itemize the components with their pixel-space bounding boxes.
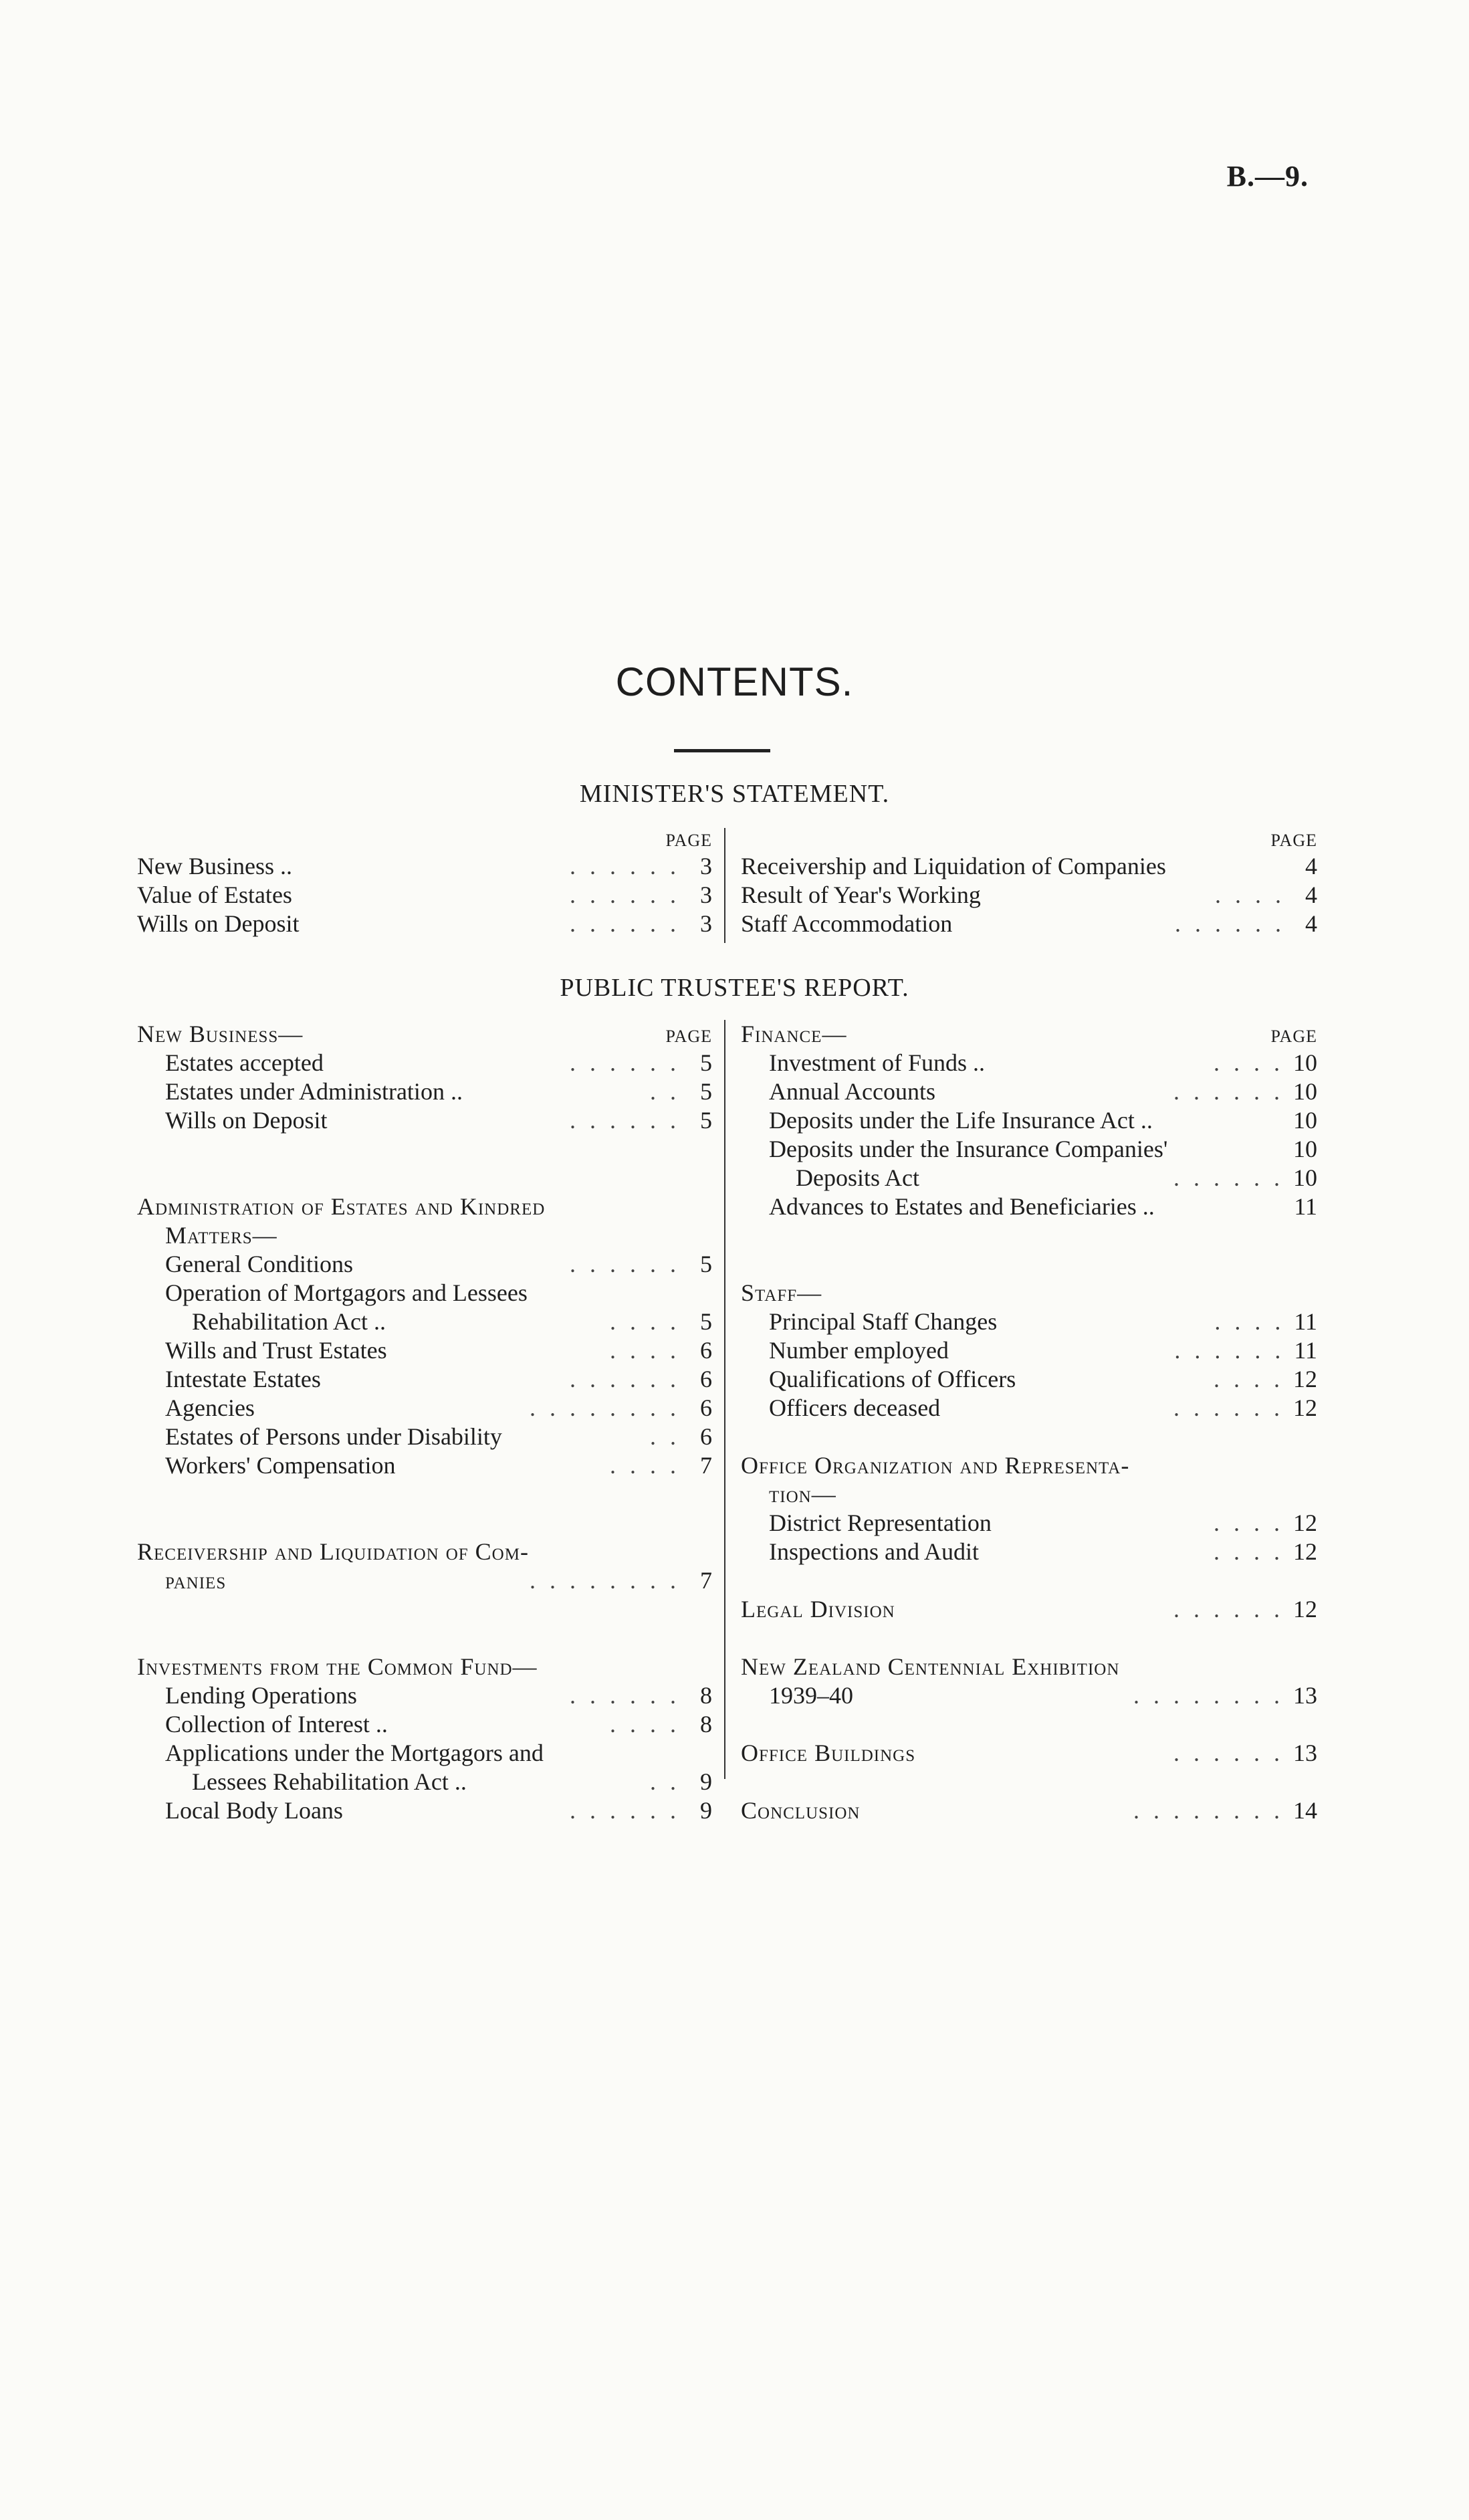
entry-text: Deposits Act: [796, 1164, 919, 1191]
office-organization-list: [741, 1509, 1317, 1566]
leader-dots: . . . . . .: [570, 1049, 680, 1076]
leader-dots: . . . . . . . .: [530, 1567, 680, 1594]
page-number: 8: [700, 1682, 712, 1709]
leader-dots: . . . . . .: [570, 1107, 680, 1134]
toc-entry: [137, 1451, 712, 1480]
page-number: 3: [700, 910, 712, 937]
toc-entry: [137, 1250, 712, 1279]
entry-text: Principal Staff Changes: [769, 1308, 998, 1335]
page-reference: B.—9.: [1226, 160, 1309, 193]
leader-dots: . . . .: [610, 1711, 680, 1738]
entry-text: Operation of Mortgagors and Lessees: [165, 1279, 528, 1306]
page-number: 7: [700, 1567, 712, 1594]
finance-list: [741, 1049, 1317, 1221]
toc-entry: [137, 1768, 712, 1796]
toc-entry: [137, 1710, 712, 1739]
page-number: 6: [700, 1394, 712, 1421]
leader-dots: . . . .: [1215, 881, 1285, 908]
leader-dots: . . . . . .: [1173, 1740, 1284, 1766]
page-number: 12: [1293, 1509, 1317, 1536]
contents-title: CONTENTS.: [615, 659, 854, 704]
toc-entry: [741, 852, 1317, 881]
page-label: PAGE: [665, 831, 712, 850]
toc-entry: [137, 1365, 712, 1394]
entry-text: Advances to Estates and Beneficiaries ..: [769, 1193, 1155, 1220]
entry-text: Workers' Compensation: [165, 1452, 396, 1479]
leader-dots: . . . . . .: [570, 853, 680, 879]
page-number: 14: [1293, 1797, 1317, 1824]
page-label: PAGE: [1270, 831, 1317, 850]
leader-dots: . . . .: [610, 1308, 680, 1335]
toc-entry: [137, 881, 712, 910]
page-number: 5: [700, 1251, 712, 1277]
page-number: 7: [700, 1452, 712, 1479]
entry-text: New Business ..: [137, 853, 292, 879]
toc-entry: [741, 1077, 1317, 1106]
entry-text: Annual Accounts: [769, 1078, 935, 1105]
minister-left-list: [137, 852, 712, 938]
toc-entry: [137, 1106, 712, 1135]
entry-text: Officers deceased: [769, 1394, 941, 1421]
leader-dots: . . . . . . . .: [1133, 1682, 1284, 1709]
section-head: Office Organization and Representa-: [741, 1452, 1130, 1479]
leader-dots: . . . . . .: [1175, 910, 1285, 937]
page-number: 13: [1293, 1682, 1317, 1709]
entry-text: Applications under the Mortgagors and: [165, 1740, 544, 1766]
section-head-continued: panies: [165, 1567, 227, 1594]
leader-dots: . .: [650, 1423, 680, 1450]
section-head: Investments from the Common Fund—: [137, 1653, 538, 1680]
leader-dots: . . . .: [1214, 1049, 1284, 1076]
toc-entry: [137, 1307, 712, 1336]
section-head: Finance—: [741, 1021, 847, 1047]
minister-statement-heading: MINISTER'S STATEMENT.: [579, 780, 890, 808]
investments-list: [137, 1681, 712, 1825]
entry-text: Staff Accommodation: [741, 910, 953, 937]
legal-division-row: [741, 1595, 1317, 1624]
office-buildings-row: [741, 1739, 1317, 1768]
toc-entry: [741, 1336, 1317, 1365]
leader-dots: . . . . . .: [570, 881, 680, 908]
entry-text: Rehabilitation Act ..: [192, 1308, 386, 1335]
leader-dots: . . . . . . . .: [1133, 1797, 1284, 1824]
leader-dots: . . . . . .: [570, 1366, 680, 1392]
page-number: 4: [1305, 881, 1317, 908]
toc-entry: [137, 1049, 712, 1077]
new-business-list: [137, 1049, 712, 1135]
page-number: 10: [1293, 1164, 1317, 1191]
leader-dots: . . . .: [1214, 1509, 1284, 1536]
toc-entry: [137, 1681, 712, 1710]
page-number: 12: [1293, 1596, 1317, 1622]
toc-entry: [741, 1049, 1317, 1077]
minister-column-divider: [724, 828, 725, 943]
toc-entry: [137, 910, 712, 938]
new-business-head-row: [137, 1020, 712, 1049]
page-number: 5: [700, 1049, 712, 1076]
toc-entry: [137, 1739, 712, 1768]
page-number: 11: [1294, 1337, 1317, 1364]
toc-entry: [741, 1509, 1317, 1538]
page-number: 10: [1293, 1136, 1317, 1162]
entry-text: Intestate Estates: [165, 1366, 321, 1392]
public-trustee-report-heading: PUBLIC TRUSTEE'S REPORT.: [560, 974, 909, 1002]
title-rule: [674, 749, 770, 752]
leader-dots: . . . .: [1214, 1308, 1285, 1335]
toc-entry: [741, 1106, 1317, 1135]
page-number: 6: [700, 1366, 712, 1392]
section-head: New Zealand Centennial Exhibition: [741, 1653, 1120, 1680]
toc-entry: [741, 881, 1317, 910]
page-number: 8: [700, 1711, 712, 1738]
toc-entry: [137, 1423, 712, 1451]
entry-text: Wills on Deposit: [165, 1107, 328, 1134]
entry-text: Lessees Rehabilitation Act ..: [192, 1768, 467, 1795]
entry-text: Number employed: [769, 1337, 949, 1364]
page-number: 11: [1294, 1193, 1317, 1220]
page-label: PAGE: [665, 1027, 712, 1046]
conclusion-row: [741, 1796, 1317, 1825]
entry-text: Estates of Persons under Disability: [165, 1423, 502, 1450]
toc-entry: [741, 1538, 1317, 1566]
toc-entry: [741, 1135, 1317, 1164]
entry-text: Inspections and Audit: [769, 1538, 979, 1565]
leader-dots: . . . . . .: [1174, 1337, 1285, 1364]
entry-text: 1939–40: [769, 1682, 853, 1709]
entry-text: Wills on Deposit: [137, 910, 300, 937]
leader-dots: . . . . . .: [570, 1682, 680, 1709]
page-number: 10: [1293, 1078, 1317, 1105]
leader-dots: . . . . . .: [1173, 1596, 1284, 1622]
entry-text: Legal Division: [741, 1596, 895, 1622]
toc-entry: [741, 1394, 1317, 1423]
leader-dots: . . . . . .: [570, 1797, 680, 1824]
leader-dots: . . . . . .: [1173, 1078, 1284, 1105]
toc-entry: [137, 852, 712, 881]
toc-entry: [137, 1394, 712, 1423]
entry-text: Estates accepted: [165, 1049, 324, 1076]
page-number: 10: [1293, 1107, 1317, 1134]
toc-entry: [741, 1365, 1317, 1394]
page-number: 12: [1293, 1394, 1317, 1421]
toc-entry: [741, 1192, 1317, 1221]
section-head-continued: tion—: [769, 1481, 836, 1507]
page-number: 3: [700, 853, 712, 879]
leader-dots: . . . .: [610, 1452, 680, 1479]
page-number: 3: [700, 881, 712, 908]
entry-text: Wills and Trust Estates: [165, 1337, 387, 1364]
leader-dots: . . . . . .: [1173, 1394, 1284, 1421]
section-head: Receivership and Liquidation of Com-: [137, 1538, 529, 1565]
leader-dots: . .: [650, 1768, 680, 1795]
toc-entry: [741, 1307, 1317, 1336]
page-label: PAGE: [1270, 1027, 1317, 1046]
page-number: 6: [700, 1337, 712, 1364]
toc-entry: [741, 1164, 1317, 1192]
report-column-divider: [724, 1020, 725, 1779]
toc-entry: [137, 1796, 712, 1825]
page-number: 9: [700, 1797, 712, 1824]
leader-dots: . .: [650, 1078, 680, 1105]
toc-entry: [137, 1077, 712, 1106]
leader-dots: . . . . . .: [1173, 1164, 1284, 1191]
entry-text: Value of Estates: [137, 881, 292, 908]
entry-text: Agencies: [165, 1394, 255, 1421]
leader-dots: . . . . . .: [570, 910, 680, 937]
entry-text: Local Body Loans: [165, 1797, 343, 1824]
leader-dots: . . . . . .: [570, 1251, 680, 1277]
entry-text: General Conditions: [165, 1251, 353, 1277]
page-number: 5: [700, 1308, 712, 1335]
minister-right-list: [741, 852, 1317, 938]
page-number: 12: [1293, 1366, 1317, 1392]
page-number: 11: [1294, 1308, 1317, 1335]
page-number: 5: [700, 1107, 712, 1134]
page-number: 4: [1305, 910, 1317, 937]
section-head: Staff—: [741, 1279, 822, 1306]
page-number: 9: [700, 1768, 712, 1795]
toc-entry: [137, 1336, 712, 1365]
entry-text: Lending Operations: [165, 1682, 357, 1709]
page-number: 12: [1293, 1538, 1317, 1565]
page-number: 5: [700, 1078, 712, 1105]
exhibition-row: [741, 1681, 1317, 1710]
finance-head-row: [741, 1020, 1317, 1049]
report-right-column: [741, 1020, 1317, 1825]
leader-dots: . . . .: [1214, 1366, 1284, 1392]
page-number: 13: [1293, 1740, 1317, 1766]
receivership-row: [137, 1566, 712, 1595]
toc-entry: [137, 1279, 712, 1307]
leader-dots: . . . . . . . .: [530, 1394, 680, 1421]
leader-dots: . . . .: [1214, 1538, 1284, 1565]
page-number: 6: [700, 1423, 712, 1450]
entry-text: Qualifications of Officers: [769, 1366, 1016, 1392]
minister-right-column: [741, 829, 1317, 938]
minister-left-column: [137, 829, 712, 938]
section-head: Administration of Estates and Kindred: [137, 1193, 546, 1220]
staff-list: [741, 1307, 1317, 1423]
entry-text: Deposits under the Life Insurance Act ..: [769, 1107, 1153, 1134]
entry-text: Deposits under the Insurance Companies': [769, 1136, 1168, 1162]
page-number: 10: [1293, 1049, 1317, 1076]
entry-text: Collection of Interest ..: [165, 1711, 388, 1738]
entry-text: Investment of Funds ..: [769, 1049, 985, 1076]
leader-dots: . . . .: [610, 1337, 680, 1364]
section-head-continued: Matters—: [165, 1222, 277, 1249]
administration-list: [137, 1250, 712, 1480]
page-number: 4: [1305, 853, 1317, 879]
entry-text: Conclusion: [741, 1797, 861, 1824]
entry-text: Receivership and Liquidation of Companies: [741, 853, 1166, 879]
toc-entry: [741, 910, 1317, 938]
entry-text: District Representation: [769, 1509, 992, 1536]
report-left-column: [137, 1020, 712, 1825]
entry-text: Office Buildings: [741, 1740, 916, 1766]
entry-text: Result of Year's Working: [741, 881, 981, 908]
section-head: New Business—: [137, 1021, 304, 1047]
entry-text: Estates under Administration ..: [165, 1078, 463, 1105]
